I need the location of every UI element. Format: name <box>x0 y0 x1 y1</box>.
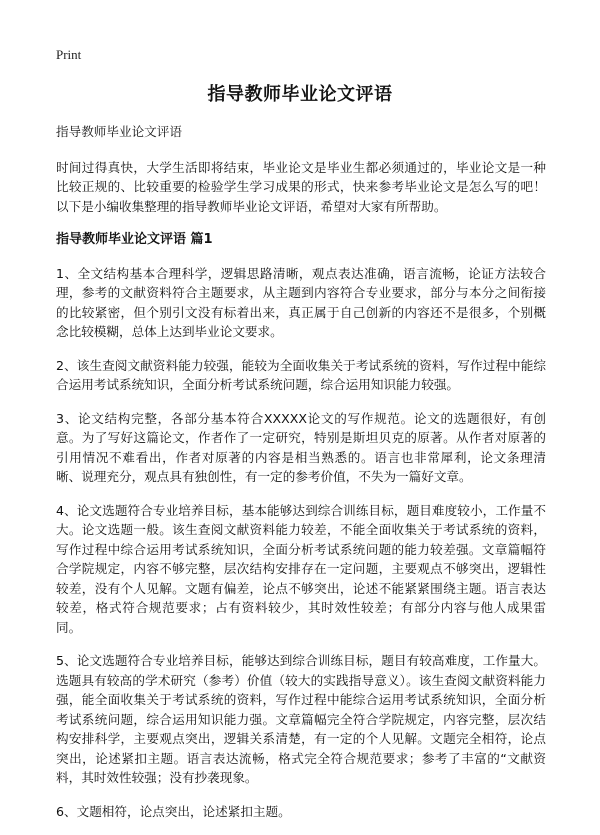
comment-item-4: 4、论文选题符合专业培养目标，基本能够达到综合训练目标，题目难度较小，工作量不大。论文选题一般。该生查阅文献资料能力较差，不能全面收集关于考试系统的资料，写作过程中综合运用考试系统知识，全面分析考试系统问题的能力较差强。文章篇幅符合学院规定，内容不够完整，层次结构安排存在一定问题，主要观点不够突出，逻辑性较差，没有个人见解。文题有偏差，论点不够突出，论述不能紧紧围绕主题。语言表达较差，格式符合规范要求；占有资料较少，其时效性较差；有部分内容与他人成果雷同。 <box>56 502 546 635</box>
comment-item-3: 3、论文结构完整，各部分基本符合XXXXX论文的写作规范。论文的选题很好，有创意。为了写好这篇论文，作者作了一定研究，特别是斯坦贝克的原著。从作者对原著的引用情况不难看出，作者对原著的内容是相当熟悉的。语言也非常犀利，论文条理清晰、说理充分，观点具有独创性，有一定的参考价值，不失为一篇好文章。 <box>56 410 546 484</box>
comment-item-5: 5、论文选题符合专业培养目标，能够达到综合训练目标，题目有较高难度，工作量大。选题具有较高的学术研究（参考）价值（较大的实践指导意义）。该生查阅文献资料能力强，能全面收集关于考试系统的资料，写作过程中能综合运用考试系统知识，全面分析考试系统问题，综合运用知识能力强。文章篇幅完全符合学院规定，内容完整，层次结构安排科学，主要观点突出，逻辑关系清楚，有一定的个人见解。文题完全相符，论点突出，论述紧扣主题。语言表达流畅，格式完全符合规范要求；参考了丰富的“文献资料，其时效性较强；没有抄袭现象。 <box>56 653 546 785</box>
intro-paragraph: 时间过得真快，大学生活即将结束，毕业论文是毕业生都必须通过的，毕业论文是一种比较正规的、比较重要的检验学生学习成果的形式，快来参考毕业论文是怎么写的吧！以下是小编收集整理的指导教师毕业论文评语，希望对大家有所帮助。 <box>56 159 546 214</box>
comment-item-1: 1、全文结构基本合理科学，逻辑思路清晰，观点表达准确，语言流畅，论证方法较合理，参考的文献资料符合主题要求，从主题到内容符合专业要求，部分与本分之间衔接的比较紧密，但个别引文没有标着出来，真正属于自己创新的内容还不是很多，个别概念比较模糊，总体上达到毕业论文要求。 <box>56 265 546 339</box>
page-title: 指导教师毕业论文评语 <box>207 84 393 105</box>
document-subtitle: 指导教师毕业论文评语 <box>56 124 182 139</box>
document-body <box>56 122 546 835</box>
comment-item-6: 6、文题相符，论点突出，论述紧扣主题。 <box>56 803 291 819</box>
section-heading: 指导教师毕业论文评语 篇1 <box>56 232 213 247</box>
comment-item-2: 2、该生查阅文献资料能力较强，能较为全面收集关于考试系统的资料，写作过程中能综合运用考试系统知识，全面分析考试系统问题，综合运用知识能力较强。 <box>56 357 546 392</box>
print-link[interactable]: Print <box>56 47 82 62</box>
